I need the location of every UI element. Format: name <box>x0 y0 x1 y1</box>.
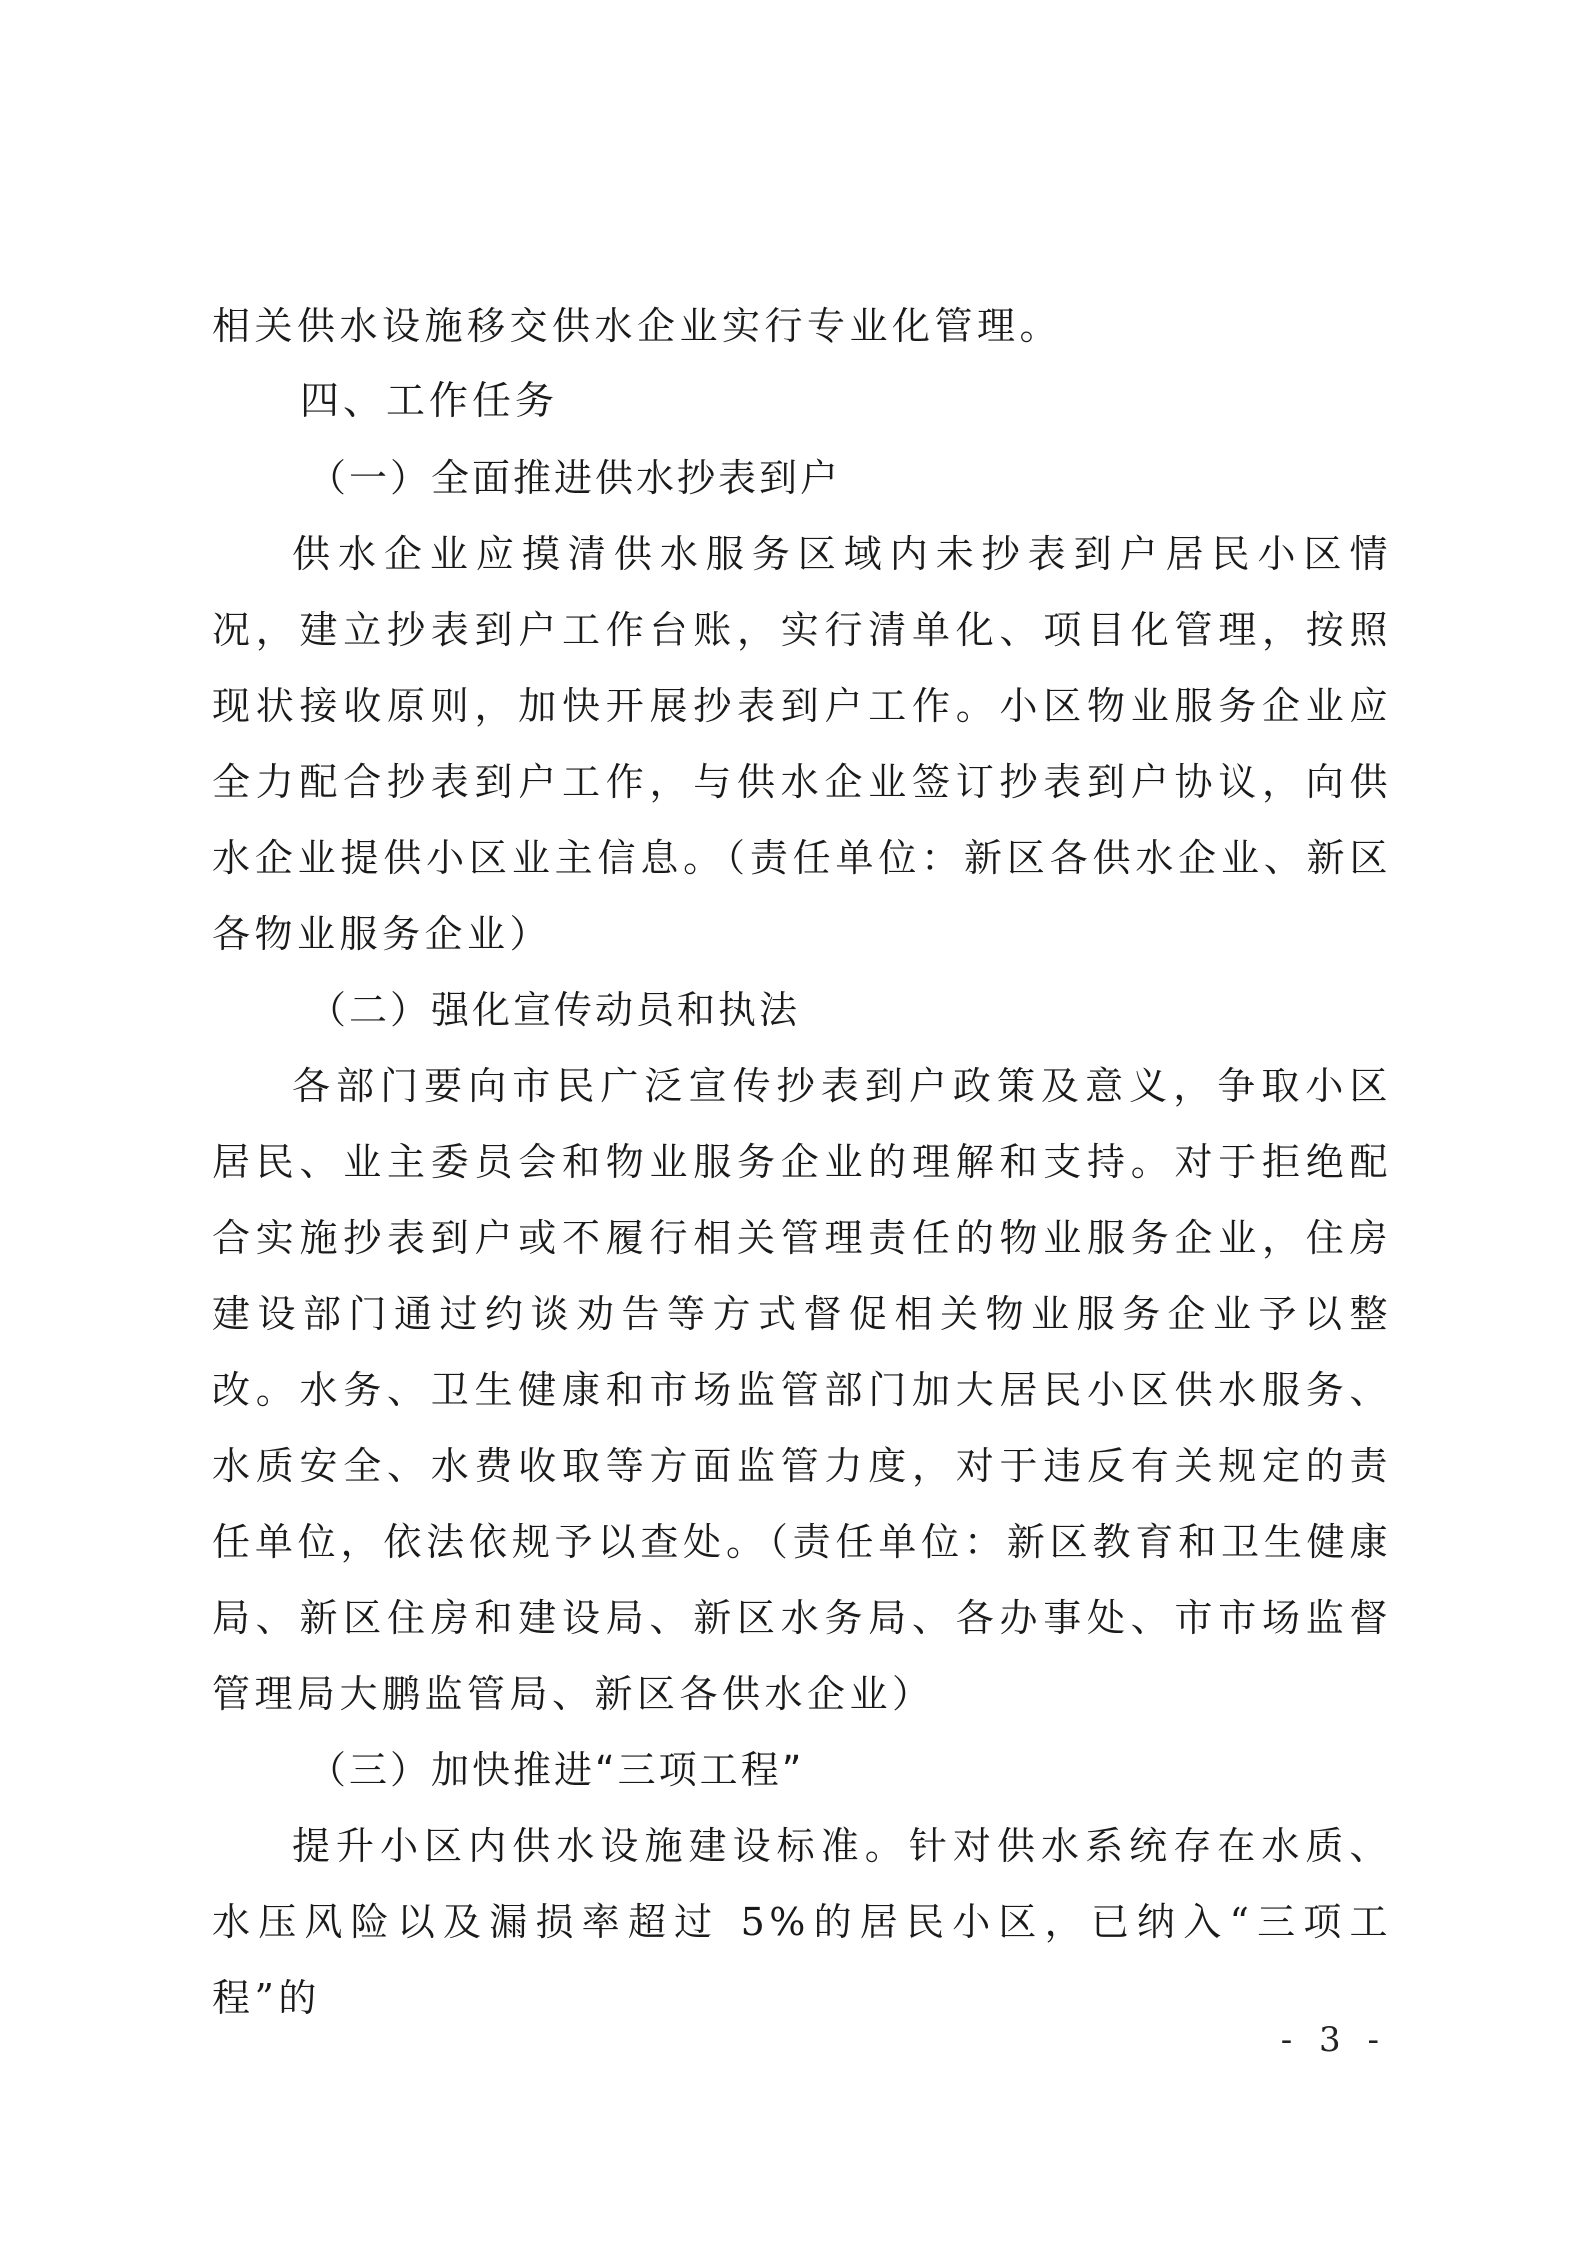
document-body <box>212 288 1392 2036</box>
subsection-heading-3: （三）加快推进“三项工程” <box>308 1748 805 1792</box>
subsection-body-3: 提升小区内供水设施建设标准。针对供水系统存在水质、水压风险以及漏损率超过 5%的居民小区，已纳入“三项工程”的 <box>212 1824 1392 2020</box>
section-heading: 四、工作任务 <box>300 379 559 424</box>
subsection-heading-2: （二）强化宣传动员和执法 <box>308 988 801 1032</box>
subsection-body-2: 各部门要向市民广泛宣传抄表到户政策及意义，争取小区居民、业主委员会和物业服务企业的理解和支持。对于拒绝配合实施抄表到户或不履行相关管理责任的物业服务企业，住房建设部门通过约谈劝告等方式督促相关物业服务企业予以整改。水务、卫生健康和市场监管部门加大居民小区供水服务、水质安全、水费收取等方面监管力度，对于违反有关规定的责任单位，依法依规予以查处。（责任单位：新区教育和卫生健康局、新区住房和建设局、新区水务局、各办事处、市市场监督管理局大鹏监管局、新区各供水企业） <box>212 1064 1392 1716</box>
page-number: - 3 - <box>1280 2020 1387 2060</box>
continuation-paragraph: 相关供水设施移交供水企业实行专业化管理。 <box>212 304 1063 348</box>
subsection-heading-1: （一）全面推进供水抄表到户 <box>308 456 842 500</box>
subsection-body-1: 供水企业应摸清供水服务区域内未抄表到户居民小区情况，建立抄表到户工作台账，实行清单化、项目化管理，按照现状接收原则，加快开展抄表到户工作。小区物业服务企业应全力配合抄表到户工作，与供水企业签订抄表到户协议，向供水企业提供小区业主信息。（责任单位：新区各供水企业、新区各物业服务企业） <box>212 532 1392 956</box>
